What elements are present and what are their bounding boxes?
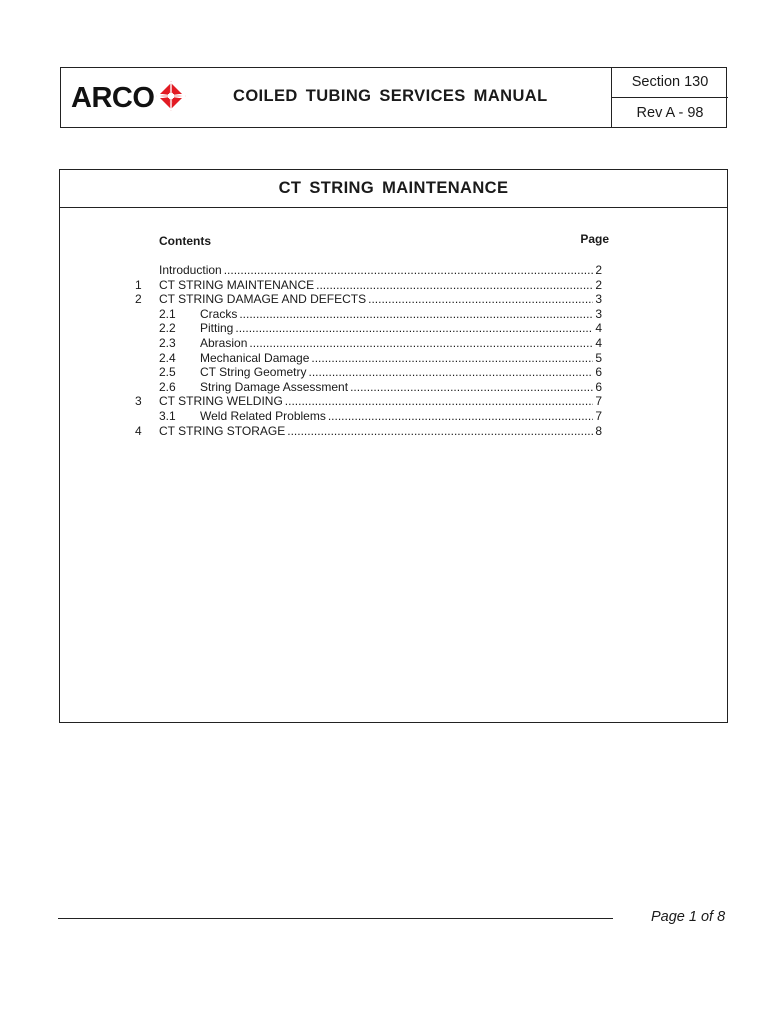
- toc-entry-number: 4: [135, 423, 142, 438]
- toc-entry-page: 3: [595, 306, 602, 321]
- toc-entry-number: 3: [135, 394, 142, 409]
- manual-title: COILED TUBING SERVICES MANUAL: [233, 87, 548, 105]
- arco-logo: [71, 82, 186, 114]
- toc-entry[interactable]: [60, 409, 729, 424]
- toc-entry-subnumber: 2.4: [159, 350, 176, 365]
- toc-entry[interactable]: [60, 292, 729, 307]
- toc-entry-line: [200, 365, 602, 380]
- toc-entry[interactable]: [60, 278, 729, 293]
- footer-rule: [58, 918, 613, 919]
- toc-entry[interactable]: [60, 263, 729, 278]
- toc-entry-number: 2: [135, 292, 142, 307]
- toc-entry-page: 7: [595, 394, 602, 409]
- toc-entry-page: 4: [595, 335, 602, 350]
- logo-text: ARCO: [71, 81, 155, 114]
- toc-leader-dots: [316, 278, 593, 293]
- toc-entry[interactable]: [60, 424, 729, 439]
- toc-entry[interactable]: [60, 321, 729, 336]
- toc-entry-label: Abrasion: [200, 335, 248, 350]
- table-of-contents: [60, 263, 729, 438]
- toc-leader-dots: [239, 307, 593, 322]
- toc-leader-dots: [224, 263, 594, 278]
- toc-entry-label: CT STRING STORAGE: [159, 423, 286, 438]
- toc-entry-line: [200, 351, 602, 366]
- toc-entry-page: 5: [595, 350, 602, 365]
- toc-entry-line: [159, 263, 602, 278]
- toc-leader-dots: [285, 394, 594, 409]
- toc-entry-line: [200, 321, 602, 336]
- toc-entry-line: [200, 307, 602, 322]
- toc-entry-subnumber: 2.6: [159, 379, 176, 394]
- toc-entry-label: CT STRING MAINTENANCE: [159, 277, 315, 292]
- toc-entry-number: 1: [135, 277, 142, 292]
- toc-entry-line: [159, 278, 602, 293]
- toc-entry-label: CT String Geometry: [200, 365, 307, 380]
- toc-entry[interactable]: [60, 307, 729, 322]
- toc-leader-dots: [350, 380, 593, 395]
- toc-entry[interactable]: [60, 394, 729, 409]
- toc-entry[interactable]: [60, 365, 729, 380]
- toc-entry-page: 2: [595, 263, 602, 277]
- toc-entry-label: CT STRING DAMAGE AND DEFECTS: [159, 292, 367, 307]
- toc-entry-label: Mechanical Damage: [200, 350, 310, 365]
- toc-entry-line: [200, 380, 602, 395]
- toc-entry-subnumber: 2.1: [159, 306, 176, 321]
- toc-entry-line: [159, 424, 602, 439]
- toc-entry-label: Weld Related Problems: [200, 408, 326, 423]
- toc-entry[interactable]: [60, 380, 729, 395]
- toc-leader-dots: [368, 292, 593, 307]
- toc-entry-page: 2: [595, 277, 602, 292]
- toc-leader-dots: [249, 336, 593, 351]
- section-revision-box: [611, 67, 728, 128]
- toc-entry-subnumber: 2.3: [159, 335, 176, 350]
- toc-leader-dots: [235, 321, 593, 336]
- contents-box: [59, 169, 728, 723]
- page-column-label: Page: [580, 232, 609, 246]
- toc-entry-page: 4: [595, 321, 602, 336]
- arco-diamond-spark-icon: [156, 81, 186, 116]
- toc-entry-page: 8: [595, 423, 602, 438]
- toc-entry-line: [159, 292, 602, 307]
- toc-entry-page: 6: [595, 365, 602, 380]
- toc-leader-dots: [311, 351, 593, 366]
- toc-leader-dots: [287, 424, 593, 439]
- toc-entry-label: Cracks: [200, 306, 238, 321]
- toc-entry-label: String Damage Assessment: [200, 379, 349, 394]
- toc-entry-subnumber: 2.5: [159, 365, 176, 380]
- toc-entry-line: [200, 336, 602, 351]
- toc-entry-page: 6: [595, 379, 602, 394]
- section-number: Section 130: [612, 67, 728, 98]
- toc-entry-subnumber: 3.1: [159, 408, 176, 423]
- toc-entry-subnumber: 2.2: [159, 321, 176, 336]
- page-indicator: Page 1 of 8: [651, 909, 726, 925]
- document-header: [60, 67, 727, 128]
- toc-entry-label: Pitting: [200, 321, 234, 336]
- toc-entry[interactable]: [60, 351, 729, 366]
- toc-leader-dots: [328, 409, 593, 424]
- toc-leader-dots: [308, 365, 593, 380]
- toc-entry[interactable]: [60, 336, 729, 351]
- toc-entry-line: [200, 409, 602, 424]
- contents-label: Contents: [159, 234, 211, 248]
- toc-entry-page: 7: [595, 408, 602, 423]
- toc-entry-label: Introduction: [159, 263, 222, 277]
- toc-entry-label: CT STRING WELDING: [159, 394, 283, 409]
- toc-entry-page: 3: [595, 292, 602, 307]
- toc-entry-line: [159, 394, 602, 409]
- revision-number: Rev A - 98: [636, 105, 704, 121]
- page-title: CT STRING MAINTENANCE: [60, 170, 727, 208]
